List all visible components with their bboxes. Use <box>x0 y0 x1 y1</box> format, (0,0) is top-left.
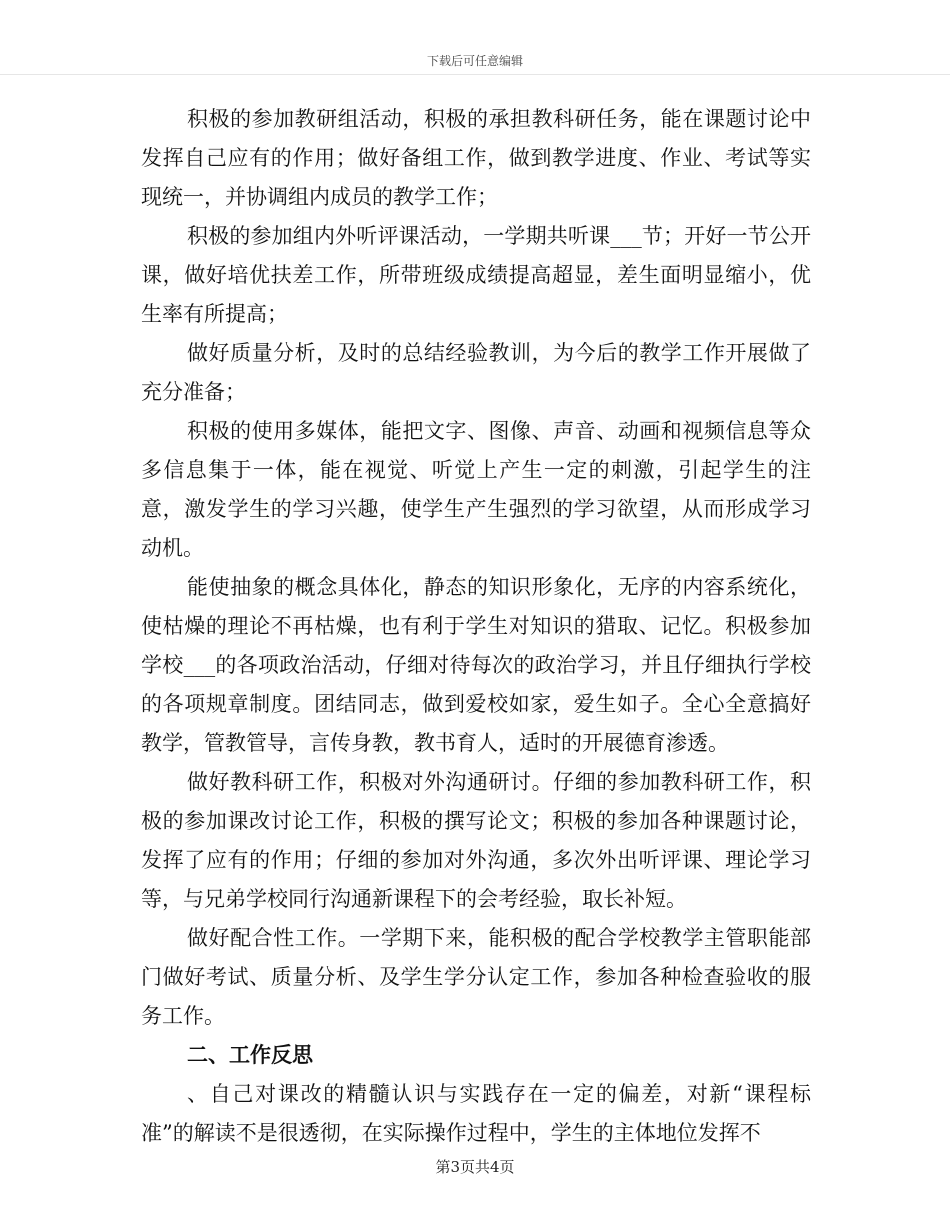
document-body <box>141 100 811 1153</box>
section-heading: 二、工作反思 <box>187 1043 313 1067</box>
body-paragraph: 、自己对课改的精髓认识与实践存在一定的偏差，对新“课程标准”的解读不是很透彻，在实际操作过程中，学生的主体地位发挥不 <box>141 1082 811 1145</box>
body-paragraph: 做好质量分析，及时的总结经验教训，为今后的教学工作开展做了充分准备； <box>141 341 811 404</box>
body-paragraph: 积极的参加教研组活动，积极的承担教科研任务，能在课题讨论中发挥自己应有的作用；做好备组工作，做到教学进度、作业、考试等实现统一，并协调组内成员的教学工作； <box>141 107 811 209</box>
body-paragraph: 积极的使用多媒体，能把文字、图像、声音、动画和视频信息等众多信息集于一体，能在视觉、听觉上产生一定的刺激，引起学生的注意，激发学生的学习兴趣，使学生产生强烈的学习欲望，从而形成学习动机。 <box>141 419 811 560</box>
body-paragraph: 做好配合性工作。一学期下来，能积极的配合学校教学主管职能部门做好考试、质量分析、及学生学分认定工作，参加各种检查验收的服务工作。 <box>141 926 811 1028</box>
page-header: 下载后可任意编辑 <box>426 54 523 68</box>
body-paragraph: 积极的参加组内外听评课活动，一学期共听课___节；开好一节公开课，做好培优扶差工作，所带班级成绩提高超显，差生面明显缩小，优生率有所提高； <box>141 224 811 326</box>
header-divider <box>0 74 950 75</box>
body-paragraph: 能使抽象的概念具体化，静态的知识形象化，无序的内容系统化，使枯燥的理论不再枯燥，也有利于学生对知识的猎取、记忆。积极参加学校___的各项政治活动，仔细对待每次的政治学习，并且仔细执行学校的各项规章制度。团结同志，做到爱校如家，爱生如子。全心全意搞好教学，管教管导，言传身教，教书育人，适时的开展德育渗透。 <box>141 575 811 755</box>
page-number: 第3页共4页 <box>435 1158 515 1176</box>
body-paragraph: 做好教科研工作，积极对外沟通研讨。仔细的参加教科研工作，积极的参加课改讨论工作，积极的撰写论文；积极的参加各种课题讨论，发挥了应有的作用；仔细的参加对外沟通，多次外出听评课、理论学习等，与兄弟学校同行沟通新课程下的会考经验，取长补短。 <box>141 770 811 911</box>
